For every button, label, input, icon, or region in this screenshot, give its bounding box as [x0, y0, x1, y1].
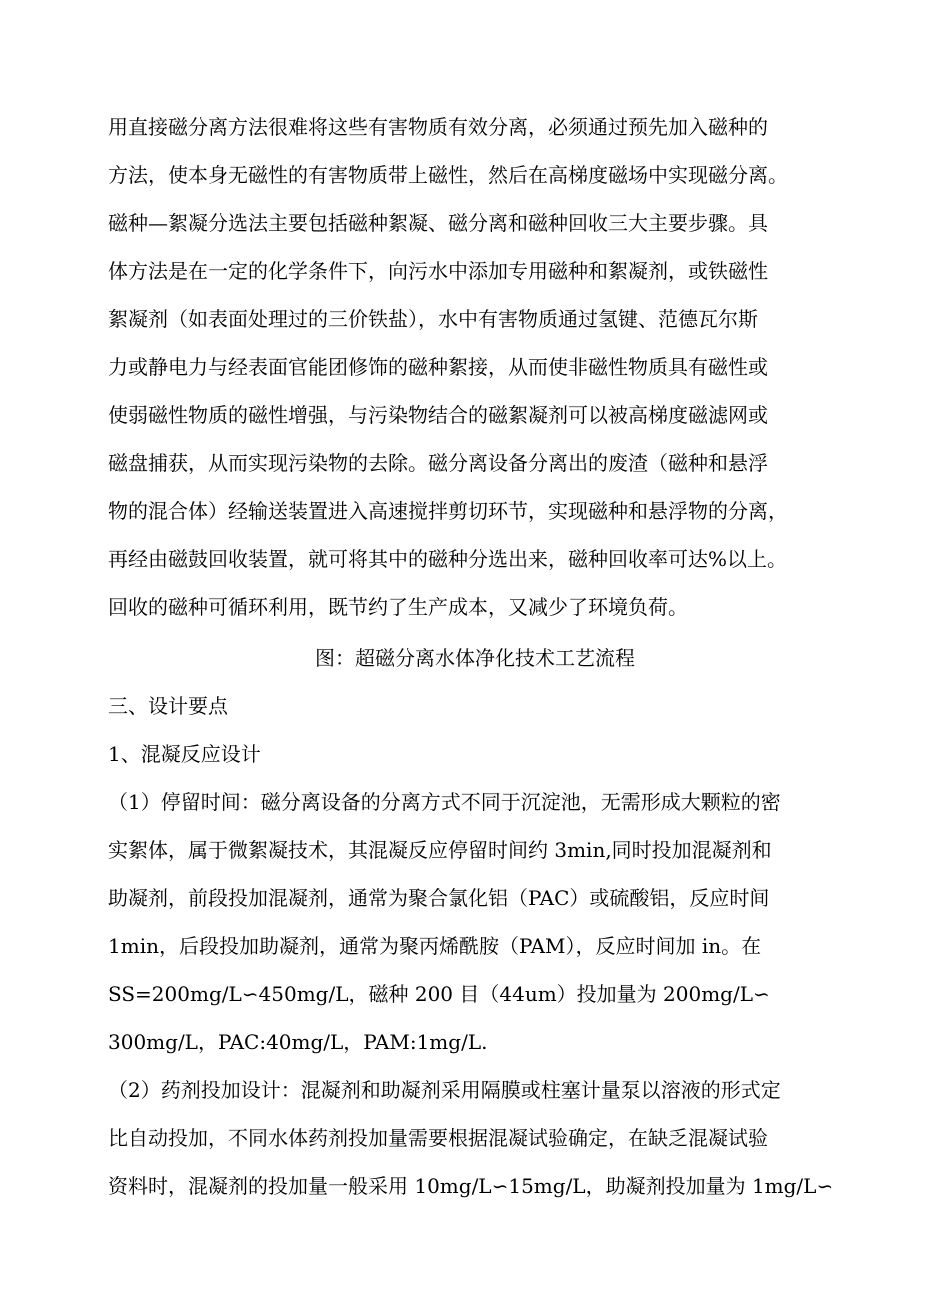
text-line: （2）药剂投加设计：混凝剂和助凝剂采用隔膜或柱塞计量泵以溶液的形式定 — [108, 1078, 781, 1102]
text-line: 使弱磁性物质的磁性增强，与污染物结合的磁絮凝剂可以被高梯度磁滤网或 — [108, 403, 768, 427]
text-line: 用直接磁分离方法很难将这些有害物质有效分离，必须通过预先加入磁种的 — [108, 115, 768, 139]
text-line: 磁盘捕获，从而实现污染物的去除。磁分离设备分离出的废渣（磁种和悬浮 — [108, 451, 768, 475]
subsection-heading: 1、混凝反应设计 — [108, 742, 261, 766]
text-line: 实絮体，属于微絮凝技术，其混凝反应停留时间约 3min,同时投加混凝剂和 — [108, 838, 772, 862]
text-line: 磁种—絮凝分选法主要包括磁种絮凝、磁分离和磁种回收三大主要步骤。具 — [108, 211, 768, 235]
text-line: （1）停留时间：磁分离设备的分离方式不同于沉淀池，无需形成大颗粒的密 — [108, 790, 781, 814]
text-line: 300mg/L，PAC:40mg/L，PAM:1mg/L. — [108, 1030, 488, 1054]
figure-caption: 图：超磁分离水体净化技术工艺流程 — [315, 646, 635, 670]
text-line: 助凝剂，前段投加混凝剂，通常为聚合氯化铝（PAC）或硫酸铝，反应时间 — [108, 886, 770, 910]
text-line: 体方法是在一定的化学条件下，向污水中添加专用磁种和絮凝剂，或铁磁性 — [108, 259, 768, 283]
text-line: SS=200mg/L∽450mg/L，磁种 200 目（44um）投加量为 200mg/L∽ — [108, 982, 770, 1006]
text-line: 絮凝剂（如表面处理过的三价铁盐），水中有害物质通过氢键、范德瓦尔斯 — [108, 307, 758, 331]
text-line: 力或静电力与经表面官能团修饰的磁种絮接，从而使非磁性物质具有磁性或 — [108, 355, 768, 379]
section-heading: 三、设计要点 — [108, 694, 228, 718]
text-line: 1min，后段投加助凝剂，通常为聚丙烯酰胺（PAM），反应时间加 in。在 — [108, 934, 762, 958]
text-line: 再经由磁鼓回收装置，就可将其中的磁种分选出来，磁种回收率可达%以上。 — [108, 547, 788, 571]
text-line: 资料时，混凝剂的投加量一般采用 10mg/L∽15mg/L，助凝剂投加量为 1mg/L∽ — [108, 1174, 834, 1198]
text-line: 回收的磁种可循环利用，既节约了生产成本，又减少了环境负荷。 — [108, 595, 688, 619]
text-line: 比自动投加，不同水体药剂投加量需要根据混凝试验确定，在缺乏混凝试验 — [108, 1126, 768, 1150]
text-line: 方法，使本身无磁性的有害物质带上磁性，然后在高梯度磁场中实现磁分离。 — [108, 163, 788, 187]
text-line: 物的混合体）经输送装置进入高速搅拌剪切环节，实现磁种和悬浮物的分离， — [108, 499, 788, 523]
